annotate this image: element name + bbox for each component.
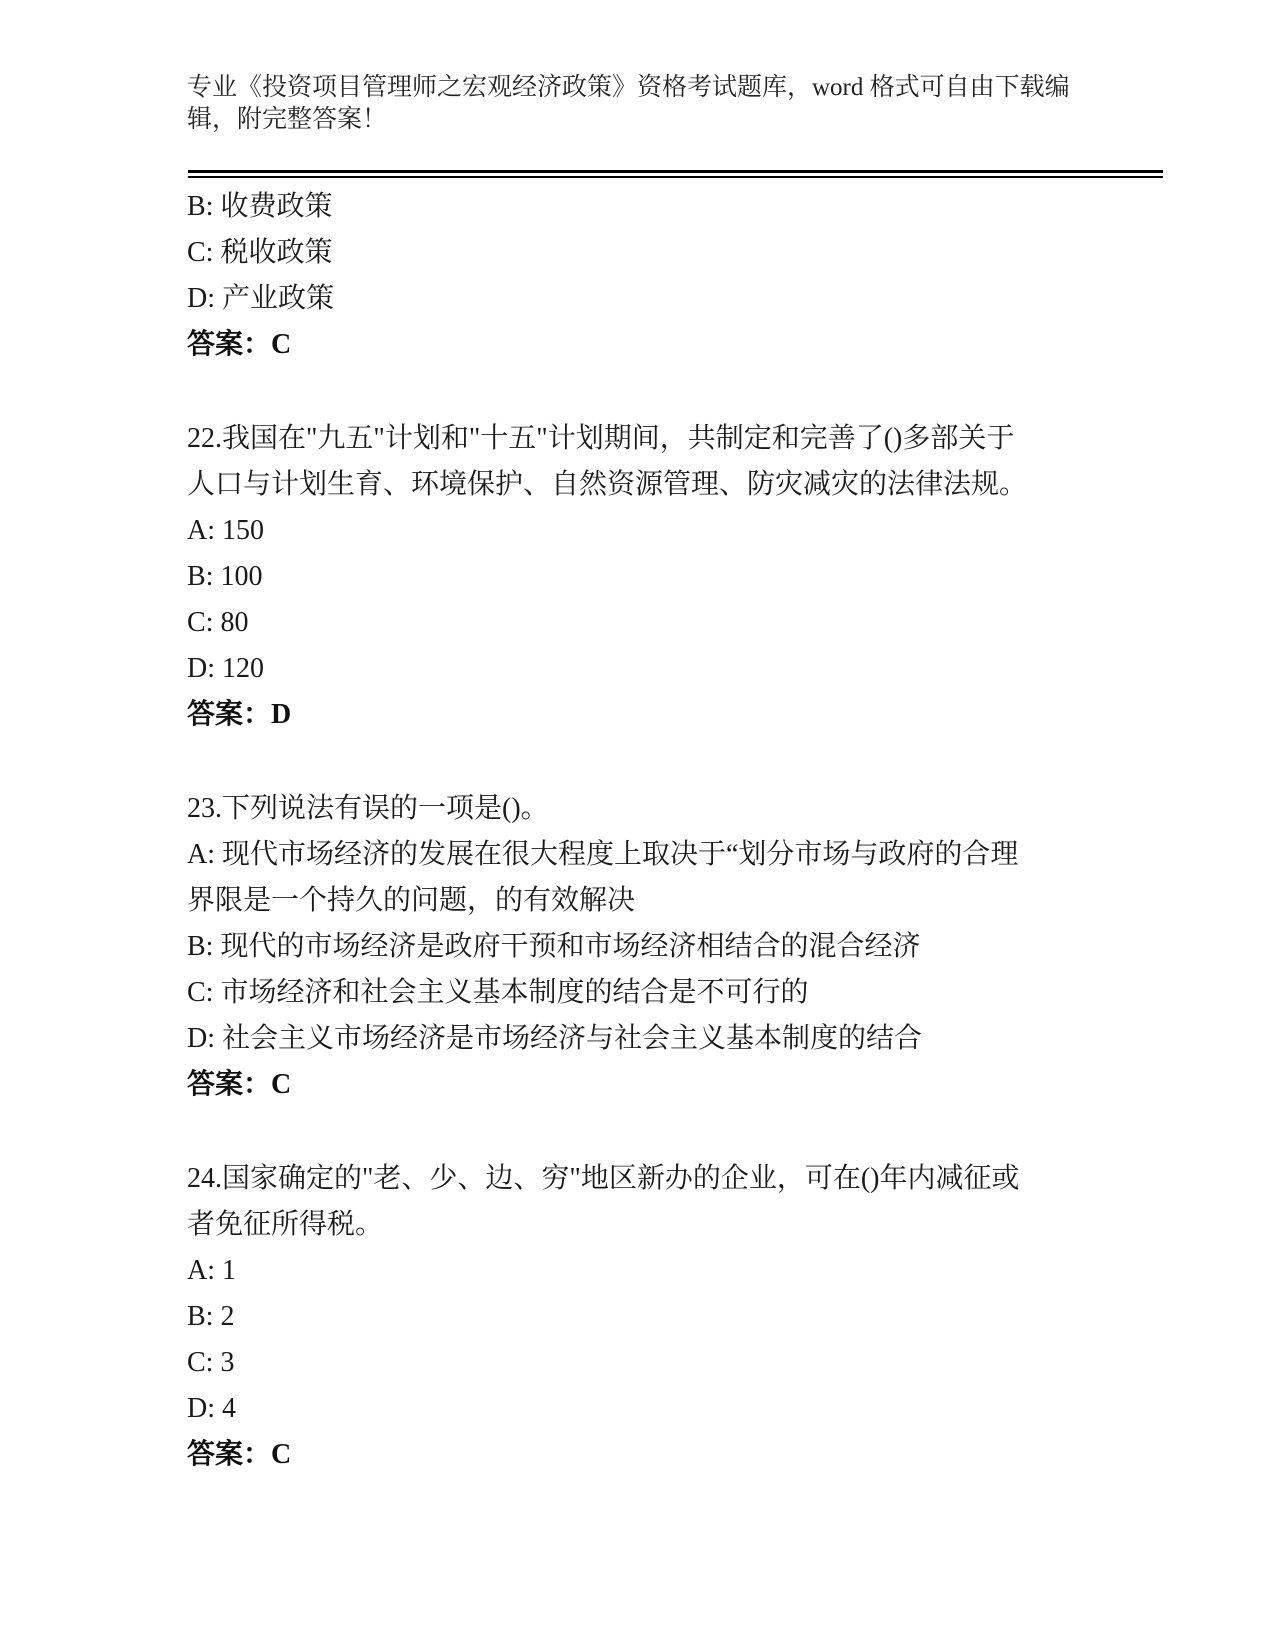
option-line: 界限是一个持久的问题，的有效解决 (187, 885, 636, 916)
question-block-3 (187, 786, 1175, 1108)
option-line: C: 市场经济和社会主义基本制度的结合是不可行的 (187, 977, 809, 1008)
option-line: D: 120 (187, 653, 264, 684)
option-line: B: 2 (187, 1301, 235, 1332)
question-stem-line: 22.我国在"九五"计划和"十五"计划期间，共制定和完善了()多部关于 (187, 423, 1015, 454)
option-line: D: 4 (187, 1393, 236, 1424)
question-stem-line: 者免征所得税。 (187, 1209, 384, 1240)
question-stem-line: 24.国家确定的"老、少、边、穷"地区新办的企业，可在()年内减征或 (187, 1163, 1020, 1194)
option-line: C: 80 (187, 607, 249, 638)
option-line: B: 收费政策 (187, 191, 333, 222)
question-block-4 (187, 1156, 1175, 1478)
document-body (187, 184, 1175, 1478)
option-line: A: 1 (187, 1255, 236, 1286)
option-line: C: 3 (187, 1347, 235, 1378)
question-stem-line: 23.下列说法有误的一项是()。 (187, 793, 549, 824)
question-stem-line: 人口与计划生育、环境保护、自然资源管理、防灾减灾的法律法规。 (187, 469, 1028, 500)
answer-line: 答案：D (187, 699, 292, 730)
header-divider (188, 170, 1163, 178)
header-text-line-2: 辑，附完整答案！ (187, 106, 388, 133)
question-block-1 (187, 184, 1175, 368)
option-line: A: 150 (187, 515, 264, 546)
option-line: D: 产业政策 (187, 283, 335, 314)
answer-line: 答案：C (187, 1069, 292, 1100)
option-line: B: 现代的市场经济是政府干预和市场经济相结合的混合经济 (187, 931, 921, 962)
option-line: B: 100 (187, 561, 263, 592)
question-block-2 (187, 416, 1175, 738)
option-line: D: 社会主义市场经济是市场经济与社会主义基本制度的结合 (187, 1023, 923, 1054)
header-text-line-1: 专业《投资项目管理师之宏观经济政策》资格考试题库，word 格式可自由下载编 (187, 74, 1070, 101)
answer-line: 答案：C (187, 329, 292, 360)
answer-line: 答案：C (187, 1439, 292, 1470)
page-header (0, 0, 1275, 136)
option-line: A: 现代市场经济的发展在很大程度上取决于“划分市场与政府的合理 (187, 839, 1019, 870)
option-line: C: 税收政策 (187, 237, 333, 268)
